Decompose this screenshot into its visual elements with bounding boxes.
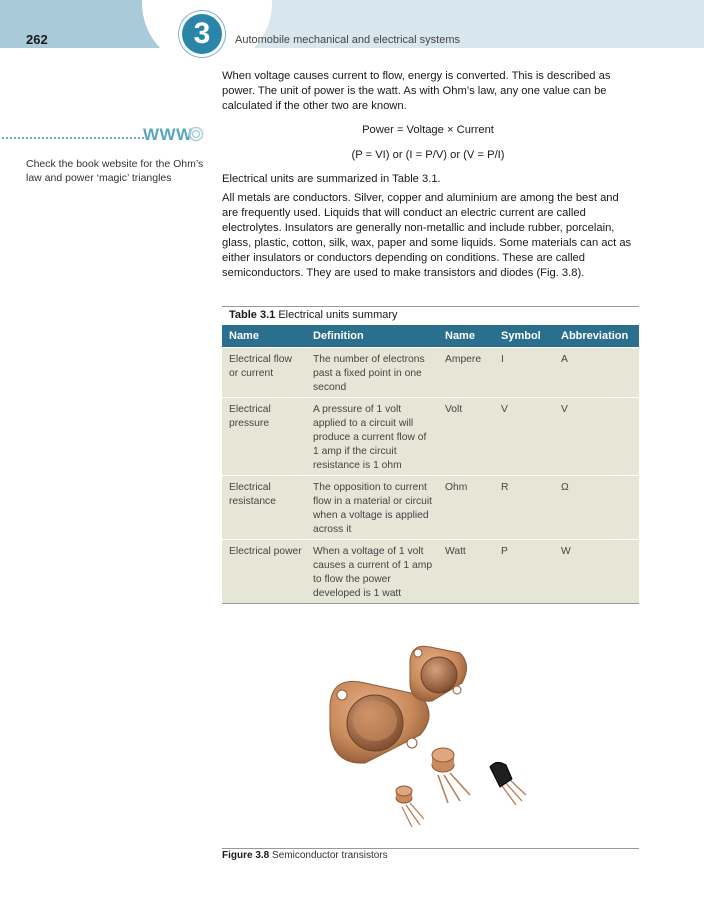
cell-symbol: V <box>494 398 554 476</box>
cell-definition: A pressure of 1 volt applied to a circuit will produce a current flow of 1 amp if the circuit resistance is 1 ohm <box>306 398 438 476</box>
cell-unit-name: Ampere <box>438 348 494 398</box>
cell-name: Electrical resistance <box>222 476 306 540</box>
header-name: Name <box>222 325 306 348</box>
running-head: Automobile mechanical and electrical systems <box>235 34 460 46</box>
cell-name: Electrical pressure <box>222 398 306 476</box>
www-marker <box>0 124 208 146</box>
figure-caption-label: Figure 3.8 <box>222 850 270 861</box>
table-row <box>222 540 639 604</box>
cell-abbreviation: A <box>554 348 639 398</box>
figure-rule <box>222 848 639 849</box>
plastic-transistor <box>490 762 526 805</box>
electrical-units-table <box>222 325 639 604</box>
cell-definition: The opposition to current flow in a material or circuit when a voltage is applied across it <box>306 476 438 540</box>
www-label: WWW <box>143 125 193 144</box>
cell-name: Electrical flow or current <box>222 348 306 398</box>
www-dotted-line <box>2 137 144 139</box>
small-can-transistor <box>432 748 470 803</box>
cell-symbol: P <box>494 540 554 604</box>
paragraph-table-ref: Electrical units are summarized in Table 3.1. <box>222 173 441 185</box>
paragraph-conductors: All metals are conductors. Silver, copper and aluminium are among the best and are frequently used. Liquids that will conduct an electric current are called electrolytes. Insulators are generally non-metallic and include rubber, porcelain, glass, plastic, cotton, silk, wax, paper and some liquids. Some materials can act as either insulators or conductors depending on conditions. These are called semiconductors. They are used to make transistors and diodes (Fig. 3.8). <box>222 192 632 279</box>
table-row <box>222 476 639 540</box>
cell-abbreviation: W <box>554 540 639 604</box>
cell-unit-name: Volt <box>438 398 494 476</box>
table-row <box>222 398 639 476</box>
paragraph-power: When voltage causes current to flow, energy is converted. This is described as power. The unit of power is the watt. As with Ohm’s law, any one value can be calculated if the other two are known. <box>222 70 611 112</box>
cell-definition: When a voltage of 1 volt causes a current of 1 amp to flow the power developed is 1 watt <box>306 540 438 604</box>
cell-abbreviation: V <box>554 398 639 476</box>
upper-power-transistor <box>410 646 467 701</box>
www-ring-icon <box>188 126 204 142</box>
cell-name: Electrical power <box>222 540 306 604</box>
cell-unit-name: Ohm <box>438 476 494 540</box>
formula-rearranged: (P = VI) or (I = P/V) or (V = P/I) <box>351 149 505 161</box>
figure-caption <box>222 850 388 861</box>
table-caption <box>229 309 398 321</box>
tiny-can-transistor <box>396 786 424 827</box>
table-row <box>222 348 639 398</box>
table-top-rule <box>222 306 639 307</box>
header-symbol: Symbol <box>494 325 554 348</box>
table-caption-text: Electrical units summary <box>278 309 398 321</box>
cell-symbol: I <box>494 348 554 398</box>
transistors-figure <box>320 635 540 835</box>
table-caption-label: Table 3.1 <box>229 309 276 321</box>
table-header-row <box>222 325 639 348</box>
cell-unit-name: Watt <box>438 540 494 604</box>
cell-symbol: R <box>494 476 554 540</box>
header-unit-name: Name <box>438 325 494 348</box>
cell-definition: The number of electrons past a fixed point in one second <box>306 348 438 398</box>
formula-power: Power = Voltage × Current <box>362 124 494 136</box>
chapter-number-badge: 3 <box>182 14 222 54</box>
figure-caption-text: Semiconductor transistors <box>272 850 388 861</box>
cell-abbreviation: Ω <box>554 476 639 540</box>
header-abbreviation: Abbreviation <box>554 325 639 348</box>
page-number: 262 <box>26 32 48 47</box>
sidebar-note: Check the book website for the Ohm’s law and power ‘magic’ triangles <box>26 158 204 184</box>
header-definition: Definition <box>306 325 438 348</box>
